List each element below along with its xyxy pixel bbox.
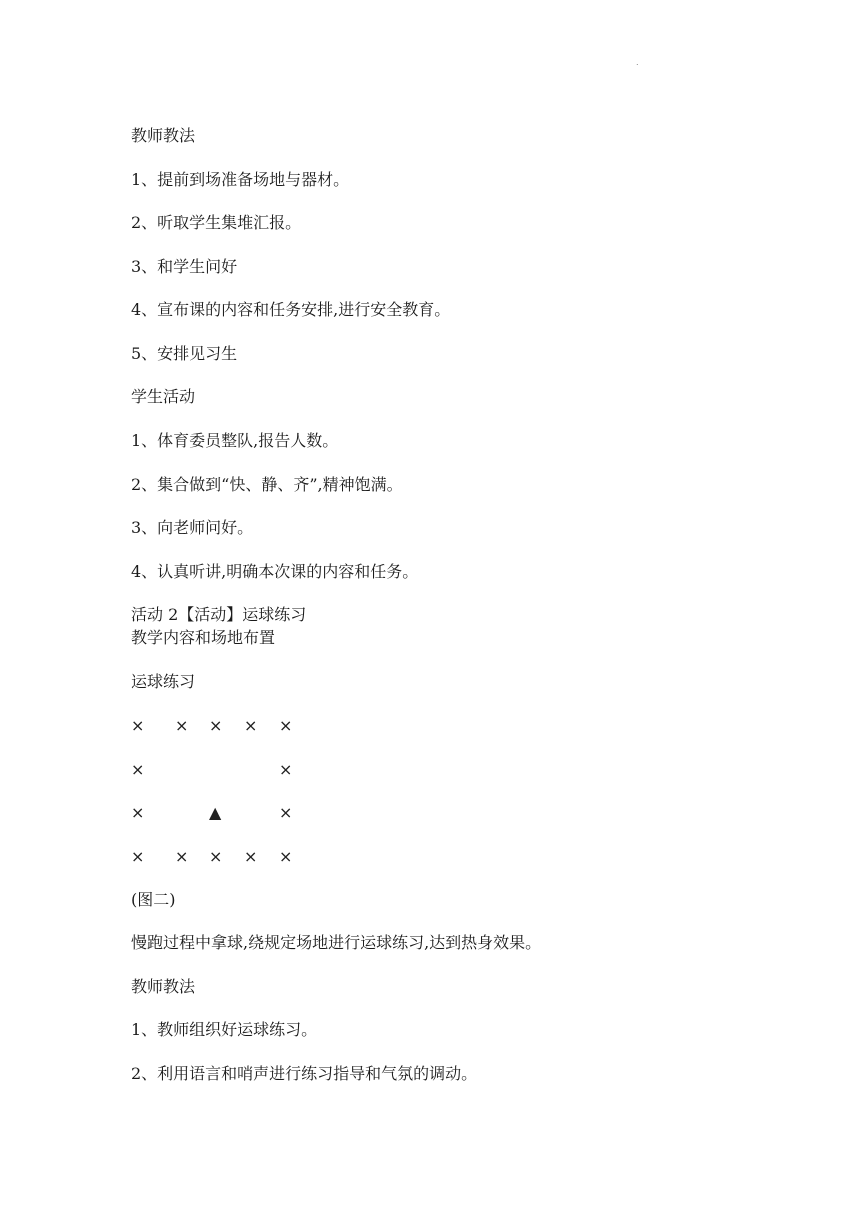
cone-cross-mark: × bbox=[131, 760, 145, 779]
cone-cross-mark: × bbox=[131, 716, 145, 735]
cone-cross-mark: × bbox=[209, 716, 223, 735]
student-activities-heading: 学生活动 bbox=[131, 387, 196, 406]
header-mark: . bbox=[636, 58, 639, 67]
cone-cross-mark: × bbox=[131, 803, 145, 822]
cone-cross-mark: × bbox=[244, 716, 258, 735]
field-layout-diagram bbox=[131, 716, 331, 876]
student-item-4: 4、认真听讲,明确本次课的内容和任务。 bbox=[131, 562, 419, 581]
cone-cross-mark: × bbox=[279, 847, 293, 866]
figure-caption: (图二) bbox=[131, 890, 176, 909]
teacher-methods-heading-2: 教师教法 bbox=[131, 977, 196, 996]
drill-description: 慢跑过程中拿球,绕规定场地进行运球练习,达到热身效果。 bbox=[131, 933, 542, 952]
teacher-item-5: 5、安排见习生 bbox=[131, 344, 238, 363]
cone-cross-mark: × bbox=[209, 847, 223, 866]
drill-name: 运球练习 bbox=[131, 672, 196, 691]
cone-cross-mark: × bbox=[175, 847, 189, 866]
cone-cross-mark: × bbox=[279, 803, 293, 822]
content-layout-heading: 教学内容和场地布置 bbox=[131, 628, 276, 647]
teacher-item-1: 1、提前到场准备场地与器材。 bbox=[131, 170, 350, 189]
activity2-teacher-item-1: 1、教师组织好运球练习。 bbox=[131, 1020, 318, 1039]
teacher-item-3: 3、和学生问好 bbox=[131, 257, 238, 276]
cone-cross-mark: × bbox=[131, 847, 145, 866]
student-item-1: 1、体育委员整队,报告人数。 bbox=[131, 431, 339, 450]
cone-cross-mark: × bbox=[279, 716, 293, 735]
teacher-item-2: 2、听取学生集堆汇报。 bbox=[131, 213, 302, 232]
activity-2-title: 活动 2【活动】运球练习 bbox=[131, 605, 307, 624]
activity2-teacher-item-2: 2、利用语言和哨声进行练习指导和气氛的调动。 bbox=[131, 1064, 478, 1083]
student-item-3: 3、向老师问好。 bbox=[131, 518, 254, 537]
cone-cross-mark: × bbox=[175, 716, 189, 735]
cone-cross-mark: × bbox=[279, 760, 293, 779]
teacher-triangle-icon: ▲ bbox=[209, 803, 222, 822]
student-item-2: 2、集合做到“快、静、齐”,精神饱满。 bbox=[131, 475, 403, 494]
teacher-methods-heading: 教师教法 bbox=[131, 126, 196, 145]
cone-cross-mark: × bbox=[244, 847, 258, 866]
teacher-item-4: 4、宣布课的内容和任务安排,进行安全教育。 bbox=[131, 300, 451, 319]
